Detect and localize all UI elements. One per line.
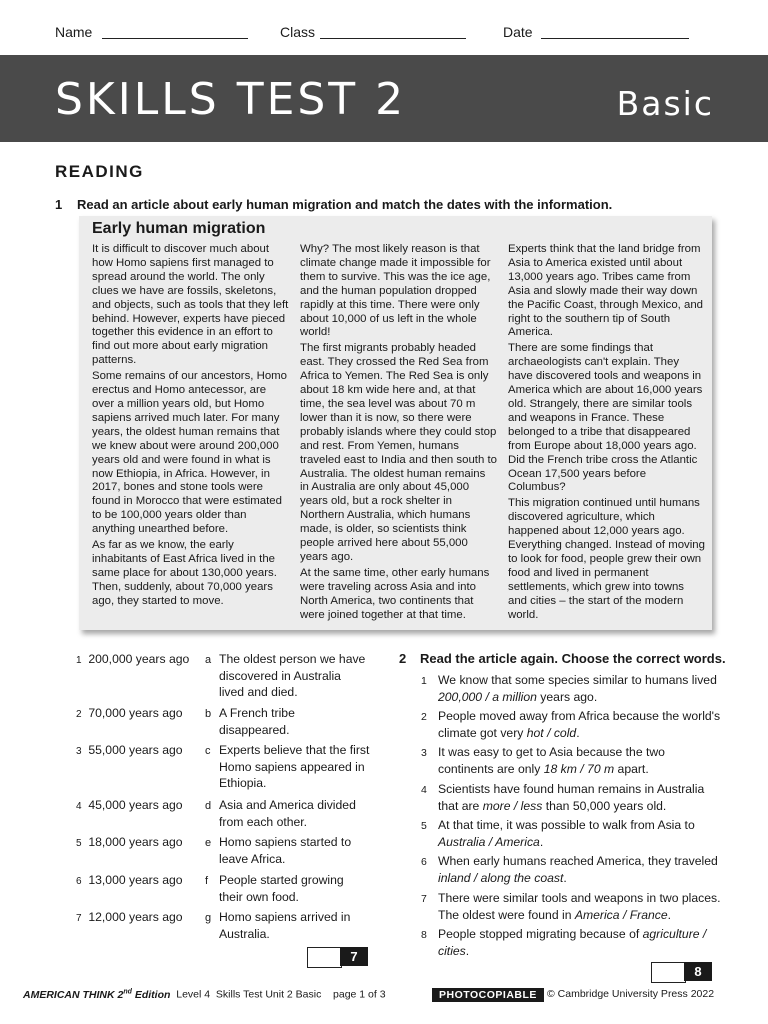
date-item: 1 200,000 years ago <box>76 652 190 666</box>
class-field[interactable] <box>320 38 466 39</box>
score-total: 8 <box>684 962 712 981</box>
date-label: Date <box>503 24 533 40</box>
exercise-item: 4 <box>421 784 427 796</box>
article-paragraph: Some remains of our ancestors, Homo erectus and Homo antecessor, are over a million years old, but Homo sapiens arrived much later. For many years, the oldest human remains that we knew about were around 200,000 years old and were found in what is now Ethiopia, in Africa. However, in 2017, bones and stone tools were found in Morocco that were estimated to be 100,000 years older than anything unearthed before. <box>92 370 287 536</box>
info-text: The oldest person we have discovered in Australia lived and died. <box>219 652 366 700</box>
article-paragraph: This migration continued until humans discovered agriculture, which happened about 12,000 years ago. Everything changed. Instead of moving to look for food, people grew their own food and lived in permanent settlements, which grew into towns and cities – the start of the modern world. <box>508 497 705 621</box>
exercise-text: We know that some species similar to humans lived 200,000 / a million years ago. <box>438 673 717 704</box>
info-item: e <box>205 837 212 849</box>
article-paragraph: As far as we know, the early inhabitants of East Africa lived in the same place for about 130,000 years. Then, suddenly, about 70,000 years ago, they started to move. <box>92 539 277 607</box>
article-paragraph: Why? The most likely reason is that climate change made it impossible for them to survive. This was the ice age, and the human population dropped rapidly at this time. There were only about 10,000 of us left in the whole world! <box>300 243 491 339</box>
name-label: Name <box>55 24 93 40</box>
question-instruction: Read an article about early human migration and match the dates with the information. <box>77 197 613 212</box>
date-item: 6 13,000 years ago <box>76 873 183 887</box>
article-column-2 <box>300 243 497 624</box>
article-title: Early human migration <box>92 220 266 237</box>
article-paragraph: It is difficult to discover much about how Homo sapiens first managed to spread around the world. The only clues we have are fossils, skeletons, and objects, such as tools that they left behind. However, experts have pieced together this evidence in an effort to find out more about early migration patterns. <box>92 243 289 367</box>
info-text: Homo sapiens arrived in Australia. <box>219 910 351 941</box>
question-instruction: Read the article again. Choose the correct words. <box>420 651 726 666</box>
article-paragraph: Experts think that the land bridge from Asia to America existed until about 13,000 years ago. Tribes came from Asia and slowly made their way down the Pacific Coast, through Mexico, and right to the southern tip of South America. <box>508 243 704 339</box>
copyright-notice: © Cambridge University Press 2022 <box>547 988 715 1000</box>
exercise-text: There were similar tools and weapons in two places. The oldest were found in America / France. <box>438 891 721 922</box>
question-number: 1 <box>55 197 63 212</box>
info-text: Homo sapiens started to leave Africa. <box>219 835 352 866</box>
info-text: People started growing their own food. <box>219 873 344 904</box>
exercise-text: It was easy to get to Asia because the two continents are only 18 km / 70 m apart. <box>438 745 665 776</box>
score-entry-box[interactable] <box>651 962 686 983</box>
info-text: Asia and America divided from each other. <box>219 798 356 829</box>
date-item: 7 12,000 years ago <box>76 910 183 924</box>
date-item: 5 18,000 years ago <box>76 835 183 849</box>
exercise-item: 7 <box>421 893 427 905</box>
article-paragraph: The first migrants probably headed east. They crossed the Red Sea from Africa to Yemen. The Red Sea is only about 18 km wide here and, at that time, the sea level was about 70 m lower than it is now, so there were probably islands where they could stop and rest. From Yemen, humans traveled east to India and then south to Australia. The oldest human remains in Australia are only about 45,000 years old, but a rock shelter in Northern Australia, which humans made, is older, so scientists think people arrived here about 55,000 years ago. <box>300 342 497 563</box>
name-field[interactable] <box>102 38 248 39</box>
question-number: 2 <box>399 651 407 666</box>
article-paragraph: There are some findings that archaeologists can't explain. They have discovered tools and weapons in America which are about 16,000 years old. Strangely, there are similar tools and weapons in France. These belonged to a tribe that disappeared from Europe about 18,000 years ago. Did the French tribe cross the Atlantic Ocean 17,500 years before Columbus? <box>508 342 703 494</box>
article-paragraph: At the same time, other early humans were traveling across Asia and into North America, two continents that were joined together at that time. <box>300 566 490 621</box>
exercise-text: When early humans reached America, they traveled inland / along the coast. <box>438 854 718 885</box>
date-field[interactable] <box>541 38 689 39</box>
test-title: SKILLS TEST 2 <box>55 74 407 125</box>
photocopiable-badge: PHOTOCOPIABLE <box>432 988 544 1002</box>
exercise-item: 1 <box>421 675 427 687</box>
info-text: Experts believe that the first Homo sapiens appeared in Ethiopia. <box>219 743 370 791</box>
info-item: g <box>205 912 212 924</box>
exercise-item: 8 <box>421 929 427 941</box>
info-item: b <box>205 708 212 720</box>
section-heading: READING <box>55 162 144 181</box>
exercise-item: 5 <box>421 820 427 832</box>
score-total: 7 <box>340 947 368 966</box>
exercise-text: Scientists have found human remains in Australia that are more / less than 50,000 years old. <box>438 782 705 813</box>
date-item: 2 70,000 years ago <box>76 706 183 720</box>
test-level: Basic <box>616 84 714 123</box>
date-item: 3 55,000 years ago <box>76 743 183 757</box>
article-column-3 <box>508 243 706 624</box>
date-item: 4 45,000 years ago <box>76 798 183 812</box>
info-item: c <box>205 745 211 757</box>
exercise-item: 2 <box>421 711 427 723</box>
footer-credit: AMERICAN THINK 2nd Edition Level 4 Skills Test Unit 2 Basic page 1 of 3 <box>23 988 386 1001</box>
exercise-item: 3 <box>421 747 427 759</box>
info-text: A French tribe disappeared. <box>219 706 295 737</box>
exercise-text: People moved away from Africa because the world's climate got very hot / cold. <box>438 709 721 740</box>
info-item: a <box>205 654 212 666</box>
score-entry-box[interactable] <box>307 947 342 968</box>
exercise-item: 6 <box>421 856 427 868</box>
info-item: f <box>205 875 209 887</box>
info-item: d <box>205 800 212 812</box>
article-column-1 <box>92 243 290 611</box>
exercise-text: People stopped migrating because of agriculture / cities. <box>438 927 707 958</box>
exercise-text: At that time, it was possible to walk from Asia to Australia / America. <box>438 818 695 849</box>
class-label: Class <box>280 24 316 40</box>
